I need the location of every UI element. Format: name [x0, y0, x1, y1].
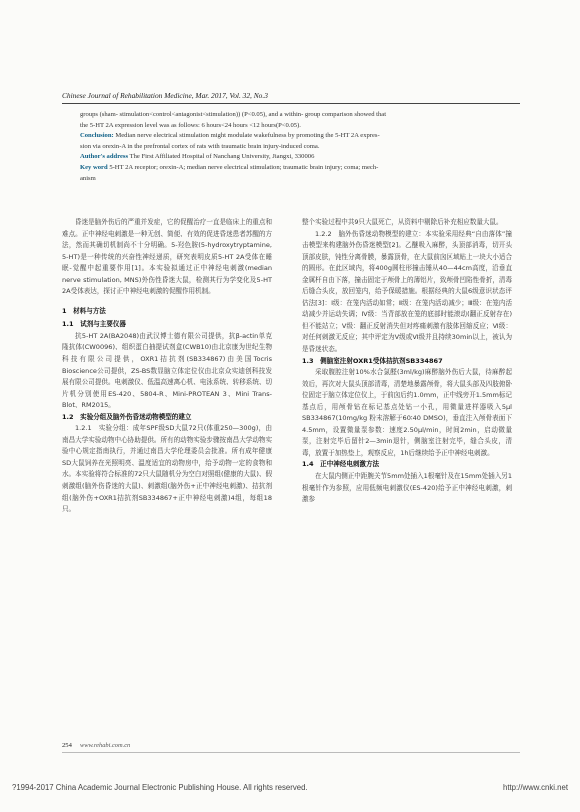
injection-paragraph: 采取腹腔注射10%水合氯醛(3ml/kg)麻醉脑外伤后大鼠，待麻醉起效后，再次对大鼠头顶部清毒，清楚地暴露颅骨，将大鼠头部及四肢俯卧位固定于脑立体定位仪上，于前囟后约1.0mm，正中线旁开1.5mm标记基点后，用颅骨钻在标记基点处钻一小孔，用微量进样器吸入5μl SB334867(10mg/kg 粉末溶解于60∶40 DMSO)，垂直注入颅骨表面下4.5mm，设置微量泵参数：速度2.50μl/min，时间2min，启动微量泵，注射完毕后留针2—3min退针，侧脑室注射完毕，缝合头皮，清毒，放置于加热垫上，观察反应，1h后继续给予正中神经电刺激。	[302, 368, 513, 457]
header-divider	[62, 103, 520, 104]
stimulation-paragraph: 在大鼠内侧正中距腕关节5mm处插入1根毫针及在15mm处插入另1根毫针作为参照，应用低频电刺激仪(ES-420)给予正中神经电刺激，刺激参	[302, 472, 512, 504]
left-column	[62, 217, 272, 516]
author-address	[80, 152, 520, 163]
abstract-line: the 5-HT 2A expression level was as follows: 6 hours<24 hours <12 hours(P<0.05).	[80, 121, 301, 129]
keyword-continued: anism	[80, 174, 96, 182]
subsection-heading: 1.3 侧脑室注射OXR1受体拮抗剂SB334867	[302, 356, 443, 365]
address-label: Author's address	[80, 153, 129, 161]
intro-paragraph: 昏迷是脑外伤后的严重并发症，它的促醒治疗一直是临床上的重点和难点。正中神经电刺激是一种无创、简便、有效的促进昏迷患者苏醒的方法，然而其确切机制尚不十分明确。5-羟色胺(5-hydroxytryptamine, 5-HT)是一种传统的兴奋性神经递质，研究表明皮质5-HT 2A受体在睡眠-觉醒中起重要作用[1]。本实验拟通过正中神经电刺激(median nerve stimulation, MNS)外伤性昏迷大鼠，检测其行为学变化及5-HT 2A受体表达，探讨正中神经电刺激的促醒作用机制。	[62, 218, 272, 296]
right-column	[302, 217, 512, 506]
cnki-link[interactable]: http://www.cnki.net	[502, 783, 568, 792]
model-paragraph: 1.2.2 脑外伤昏迷动物模型的建立：本实验采用经典“自由落体”撞击模型来构建脑外伤昏迷模型[2]。乙醚吸入麻醉，头顶部消毒，切开头顶部皮肤，钝性分离骨膜，暴露顶骨，在大鼠前囟区域贴上一块大小适合的圆形。在此区域内，将400g圆柱形撞击锤从40—44cm高度，沿垂直金属杆自由下落，撞击固定于颅骨上的薄铝片，致颅骨凹陷性骨折，清毒后缝合头皮，放回笼内，给予保暖措施。根据经典的大鼠6级意识状态评估法[3]：Ⅰ级：在笼内活动如常；Ⅱ级：在笼内活动减少；Ⅲ级：在笼内活动减少并运动失调；Ⅳ级：当背部放在笼的底部时能滚动(翻正反射存在)但不能站立；Ⅴ级：翻正反射消失但对疼痛刺激有肢体回缩反应；Ⅵ级：对任何刺激无反应；其中评定为Ⅴ级或Ⅵ级并且持续30min以上，被认为是昏迷状态。	[302, 229, 512, 354]
conclusion-text: Median nerve electrical stimulation might modulate wakefulness by promoting the 5-HT 2A expres-	[115, 132, 380, 140]
keyword-text: 5-HT 2A receptor; orexin-A; median nerve electrical stimulation; traumatic brain injury; coma; mech-	[109, 163, 379, 171]
reagents-paragraph: 抗5-HT 2A(BA2048)由武汉博士德有限公司提供，抗β-actin单克隆抗体(CW0096)、组织蛋白抽提试剂盒(CWB10)由北京康为世纪生物科技有限公司提供，OXR1拮抗剂(SB334867)由美国Tocris Bioscience公司提供，ZS-BS数显脑立体定位仪由北京众实迪创科技发展有限公司提供。电刺激仪、低温高速离心机、电泳系统、转移系统、切片机分别使用ES-420、5804-R、Mini-PROTEAN 3、Mini Trans-Blot、RM2015。	[62, 331, 272, 410]
section-heading: 1 材料与方法	[62, 306, 106, 315]
english-abstract	[80, 110, 520, 184]
page-number: 254	[62, 742, 72, 749]
subsection-heading: 1.2 实验分组及脑外伤昏迷动物模型的建立	[62, 412, 192, 421]
copyright-notice	[12, 783, 568, 792]
journal-running-header: Chinese Journal of Rehabilitation Medicine, Mar. 2017, Vol. 32, No.3	[62, 91, 268, 100]
subsection-heading: 1.1 试剂与主要仪器	[62, 320, 126, 329]
keyword-label: Key word	[80, 163, 108, 171]
keywords	[80, 163, 520, 174]
grouping-paragraph: 1.2.1 实验分组：成年SPF级SD大鼠72只(体重250—300g)，由南昌大学实验动物中心协助提供。所有的动物实验步骤按南昌大学动物实验中心规定指南执行，并通过南昌大学伦理委员会批准。所有成年健康SD大鼠饲养在光照明亮、温度适宜的动物房中，给予动物一定的食物和水。本实验将符合标准的72只大鼠随机分为空白对照组(健康的大鼠)、假刺激组(脑外伤昏迷的大鼠)、刺激组(脑外伤+正中神经电刺激)、拮抗剂组(脑外伤+OXR1拮抗剂SB334867+正中神经电刺激)4组，每组18只。	[62, 424, 272, 514]
conclusion	[80, 131, 520, 142]
grouping-paragraph-continued: 整个实验过程中共9只大鼠死亡，从资料中剔除后补充相应数量大鼠。	[302, 218, 503, 226]
subsection-heading: 1.4 正中神经电刺激方法	[302, 460, 380, 469]
address-text: The First Affiliated Hospital of Nanchang University, Jiangxi, 330006	[129, 153, 315, 161]
copyright-text: ?1994-2017 China Academic Journal Electronic Publishing House. All rights reserved.	[12, 783, 308, 792]
conclusion-label: Conclusion:	[80, 132, 114, 140]
abstract-line: groups (sham- stimulation<control<antagonist<stimulation)) (P<0.05), and a within- group comparison showed that	[80, 111, 387, 118]
footer-divider	[62, 752, 520, 753]
journal-website: www.rehabi.com.cn	[80, 742, 131, 749]
conclusion-continued: sion via orexin-A in the prefrontal cortex of rats with traumatic brain injury-induced coma.	[80, 142, 320, 150]
